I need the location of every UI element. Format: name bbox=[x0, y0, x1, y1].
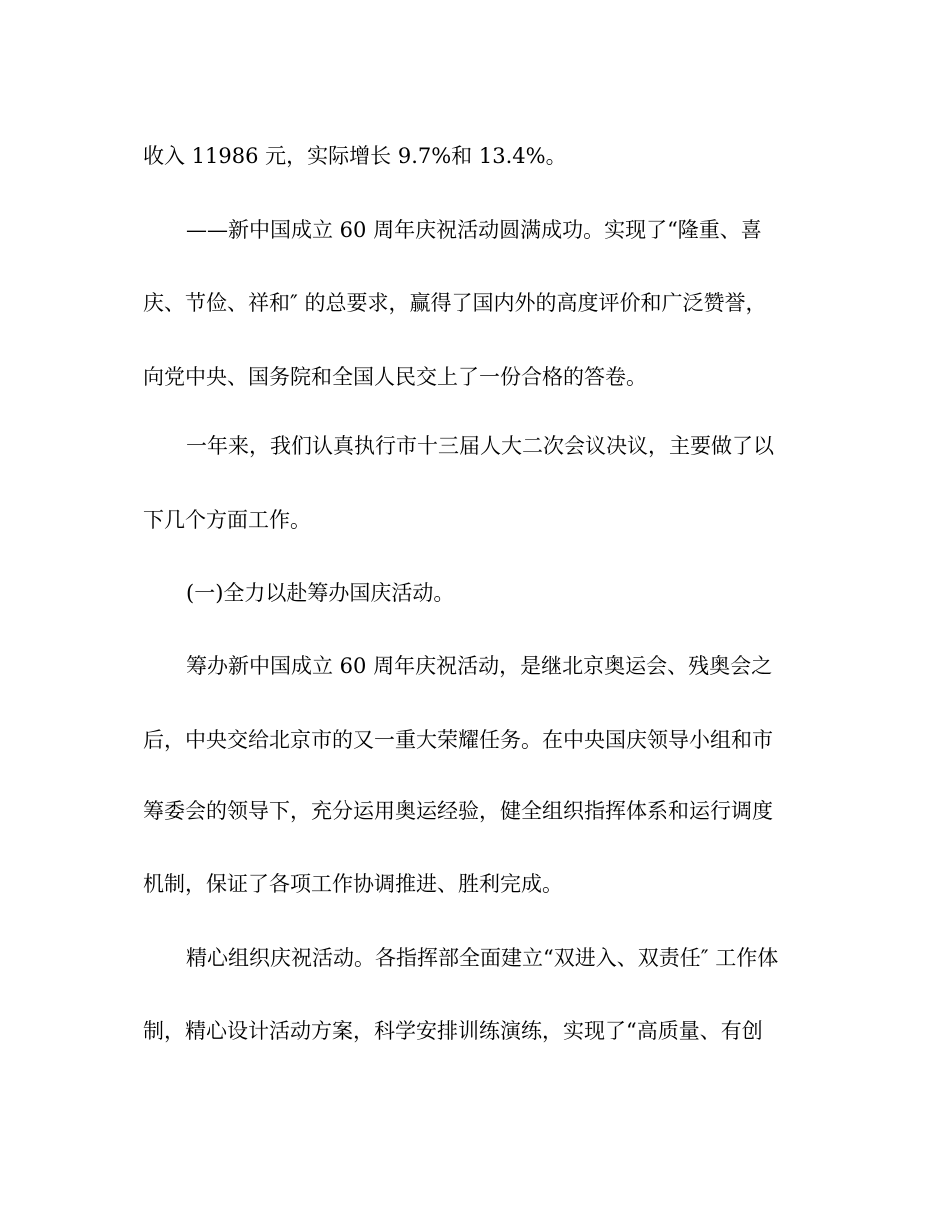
text-line-6: 下几个方面工作。 bbox=[143, 508, 311, 532]
section-heading: (一)全力以赴筹办国庆活动。 bbox=[186, 581, 455, 605]
text-line-13: 制，精心设计活动方案，科学安排训练演练，实现了“高质量、有创 bbox=[143, 1019, 763, 1043]
text-line-11: 机制，保证了各项工作协调推进、胜利完成。 bbox=[143, 872, 563, 896]
text-line-8: 筹办新中国成立 60 周年庆祝活动，是继北京奥运会、残奥会之 bbox=[186, 654, 773, 678]
text-line-10: 筹委会的领导下，充分运用奥运经验，健全组织指挥体系和运行调度 bbox=[143, 799, 773, 823]
text-line-3: 庆、节俭、祥和″ 的总要求，赢得了国内外的高度评价和广泛赞誉， bbox=[143, 291, 767, 315]
text-line-1: 收入 11986 元，实际增长 9.7%和 13.4%。 bbox=[143, 144, 567, 168]
text-line-2: ——新中国成立 60 周年庆祝活动圆满成功。实现了“隆重、喜 bbox=[186, 218, 762, 242]
text-line-5: 一年来，我们认真执行市十三届人大二次会议决议，主要做了以 bbox=[186, 434, 774, 458]
text-line-4: 向党中央、国务院和全国人民交上了一份合格的答卷。 bbox=[143, 365, 647, 389]
text-line-9: 后，中央交给北京市的又一重大荣耀任务。在中央国庆领导小组和市 bbox=[143, 728, 773, 752]
text-line-12: 精心组织庆祝活动。各指挥部全面建立“双进入、双责任″ 工作体 bbox=[186, 946, 779, 970]
